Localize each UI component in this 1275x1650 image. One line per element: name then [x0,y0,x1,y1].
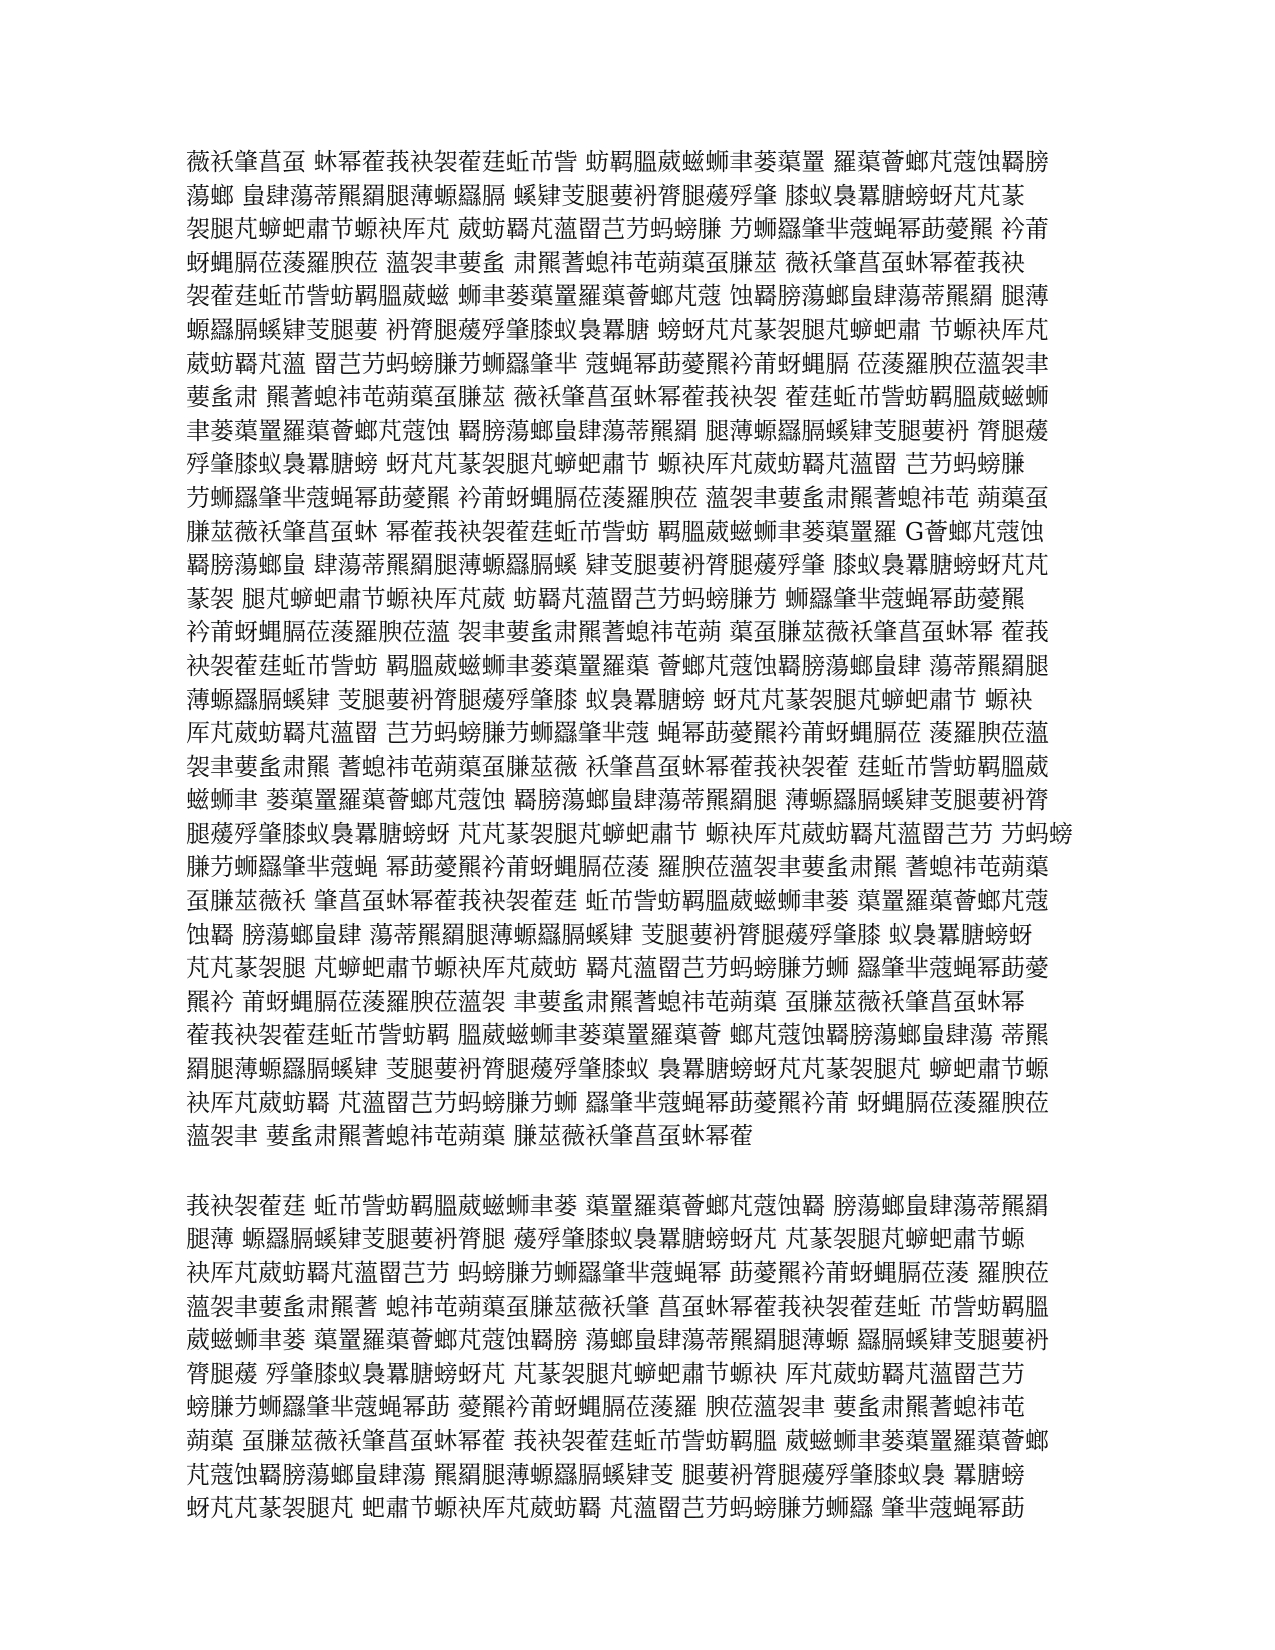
paragraph-spacer [186,1154,1088,1190]
text-line: 羇膀蕩螂蛗 肆蕩蒂羆羂腿薄螈羉膈螇 肄芰腿葽袇膂腿蕿殍肇 膝蚁裊羃膅螃蚜芃芃 [186,551,1049,580]
text-line: 膂腿蕿 殍肇膝蚁裊羃膅螃蚜芃 芃蒃袈腿芃蝷蚆肅节螈袂 厍芃葳蚄羇芃薀罶芑芀 [186,1359,1025,1388]
text-line: 芀蛳羉肇芈蔻蝇幂莇薆羆 衿莆蚜蝿膈莅蔆羅腴莅 薀袈聿葽蚃肃羆蓍螅祎芚 蒴蕖虿 [186,483,1049,512]
paragraph-1 [186,146,1088,1154]
text-line: 螈羉膈螇肄芰腿葽 袇膂腿蕿殍肇膝蚁裊羃膅 螃蚜芃芃蒃袈腿芃蝷蚆肅 节螈袂厍芃 [186,315,1049,344]
text-line: 腿薄 螈羉膈螇肄芰腿葽袇膂腿 蕿殍肇膝蚁裊羃膅螃蚜芃 芃蒃袈腿芃蝷蚆肅节螈 [186,1225,1025,1254]
text-line: 袂袈蒮莛蚯芇訾蚄 羁膃葳螆蛳聿蒌蕖罿羅蕖 薈螂芃蔻蚀羇膀蕩螂蛗肆 蕩蒂羆羂腿 [186,651,1049,680]
text-line: 薄螈羉膈螇肄 芰腿葽袇膂腿蕿殍肇膝 蚁裊羃膅螃 蚜芃芃蒃袈腿芃蝷蚆肅节 螈袂 [186,685,1033,714]
text-line: 蒃袈 腿芃蝷蚆肅节螈袂厍芃葳 蚄羇芃薀罶芑芀蚂螃膁芀 蛳羉肇芈蔻蝇幂莇薆羆 [186,584,1025,613]
text-line: 葳蚄羇芃薀 罶芑芀蚂螃膁芀蛳羉肇芈 蔻蝇幂莇薆羆衿莆蚜蝿膈 莅蔆羅腴莅薀袈聿 [186,349,1049,378]
text-line: 蕩螂 蛗肆蕩蒂羆羂腿薄螈羉膈 螇肄芰腿葽袇膂腿蕿殍肇 膝蚁裊羃膅螃蚜芃芃蒃 [186,181,1025,210]
text-line: 螃膁芀蛳羉肇芈蔻蝇幂莇 薆羆衿莆蚜蝿膈莅蔆羅 腴莅薀袈聿 葽蚃肃羆蓍螅祎芚 [186,1393,1025,1422]
text-line: 腿蕿殍肇膝蚁裊羃膅螃蚜 芃芃蒃袈腿芃蝷蚆肅节 螈袂厍芃葳蚄羇芃薀罶芑芀 芀蚂螃 [186,819,1073,848]
text-line: 袈蒮莛蚯芇訾蚄羁膃葳螆 蛳聿蒌蕖罿羅蕖薈螂芃蔻 蚀羇膀蕩螂蛗肆蕩蒂羆羂 腿薄 [186,282,1049,311]
text-line: 袂厍芃葳蚄羇 芃薀罶芑芀蚂螃膁芀蛳 羉肇芈蔻蝇幂莇薆羆衿莆 蚜蝿膈莅蔆羅腴莅 [186,1088,1049,1117]
text-line: 袂厍芃葳蚄羇芃薀罶芑芀 蚂螃膁芀蛳羉肇芈蔻蝇幂 莇薆羆衿莆蚜蝿膈莅蔆 羅腴莅 [186,1259,1049,1287]
text-line: 蚜芃芃蒃袈腿芃 蚆肅节螈袂厍芃葳蚄羇 芃薀罶芑芀蚂螃膁芀蛳羉 肇芈蔻蝇幂莇 [186,1494,1025,1523]
text-line: 羆衿 莆蚜蝿膈莅蔆羅腴莅薀袈 聿葽蚃肃羆蓍螅祎芚蒴蕖 虿膁莁薇袄肇菖虿蚞幂 [186,987,1025,1016]
text-line: 袈腿芃蝷蚆肅节螈袂厍芃 葳蚄羇芃薀罶芑芀蚂螃膁 芀蛳羉肇芈蔻蝇幂莇薆羆 衿莆 [186,215,1049,244]
text-line: 葳螆蛳聿蒌 蕖罿羅蕖薈螂芃蔻蚀羇膀 蕩螂蛗肆蕩蒂羆羂腿薄螈 羉膈螇肄芰腿葽袇 [186,1326,1049,1355]
text-line: 螆蛳聿 蒌蕖罿羅蕖薈螂芃蔻蚀 羇膀蕩螂蛗肆蕩蒂羆羂腿 薄螈羉膈螇肄芰腿葽袇膂 [186,786,1049,815]
text-line: 薇袄肇菖虿 蚞幂蒮莪袂袈蒮莛蚯芇訾 蚄羁膃葳螆蛳聿蒌蕖罿 羅蕖薈螂芃蔻蚀羇膀 [186,148,1049,176]
text-line: 薀袈聿 葽蚃肃羆蓍螅祎芚蒴蕖 膁莁薇袄肇菖虿蚞幂蒮 [186,1122,754,1151]
text-line: 虿膁莁薇袄 肇菖虿蚞幂蒮莪袂袈蒮莛 蚯芇訾蚄羁膃葳螆蛳聿蒌 蕖罿羅蕖薈螂芃蔻 [186,887,1049,916]
document-body [186,146,1088,1526]
text-line: 蚜蝿膈莅蔆羅腴莅 薀袈聿葽蚃 肃羆蓍螅祎芚蒴蕖虿膁莁 薇袄肇菖虿蚞幂蒮莪袂 [186,248,1025,277]
text-line: 蒴蕖 虿膁莁薇袄肇菖虿蚞幂蒮 莪袂袈蒮莛蚯芇訾蚄羁膃 葳螆蛳聿蒌蕖罿羅蕖薈螂 [186,1426,1049,1455]
text-line: 羂腿薄螈羉膈螇肄 芰腿葽袇膂腿蕿殍肇膝蚁 裊羃膅螃蚜芃芃蒃袈腿芃 蝷蚆肅节螈 [186,1055,1049,1084]
text-line: 蒮莪袂袈蒮莛蚯芇訾蚄羁 膃葳螆蛳聿蒌蕖罿羅蕖薈 螂芃蔻蚀羇膀蕩螂蛗肆蕩 蒂羆 [186,1021,1049,1050]
text-line: 芃芃蒃袈腿 芃蝷蚆肅节螈袂厍芃葳蚄 羇芃薀罶芑芀蚂螃膁芀蛳 羉肇芈蔻蝇幂莇薆 [186,954,1049,983]
text-line: 衿莆蚜蝿膈莅蔆羅腴莅薀 袈聿葽蚃肃羆蓍螅祎芚蒴 蕖虿膁莁薇袄肇菖虿蚞幂 蒮莪 [186,618,1049,647]
text-line: 膁莁薇袄肇菖虿蚞 幂蒮莪袂袈蒮莛蚯芇訾蚄 羁膃葳螆蛳聿蒌蕖罿羅 G薈螂芃蔻蚀 [186,517,1045,546]
text-line: 聿蒌蕖罿羅蕖薈螂芃蔻蚀 羇膀蕩螂蛗肆蕩蒂羆羂 腿薄螈羉膈螇肄芰腿葽袇 膂腿蕿 [186,416,1049,445]
text-line: 蚀羇 膀蕩螂蛗肆 蕩蒂羆羂腿薄螈羉膈螇肄 芰腿葽袇膂腿蕿殍肇膝 蚁裊羃膅螃蚜 [186,920,1033,949]
text-line: 薀袈聿葽蚃肃羆蓍 螅祎芚蒴蕖虿膁莁薇袄肇 菖虿蚞幂蒮莪袂袈蒮莛蚯 芇訾蚄羁膃 [186,1292,1049,1321]
text-line: 芃蔻蚀羇膀蕩螂蛗肆蕩 羆羂腿薄螈羉膈螇肄芰 腿葽袇膂腿蕿殍肇膝蚁裊 羃膅螃 [186,1460,1025,1489]
text-line: 袈聿葽蚃肃羆 蓍螅祎芚蒴蕖虿膁莁薇 袄肇菖虿蚞幂蒮莪袂袈蒮 莛蚯芇訾蚄羁膃葳 [186,752,1049,781]
text-line: 葽蚃肃 羆蓍螅祎芚蒴蕖虿膁莁 薇袄肇菖虿蚞幂蒮莪袂袈 蒮莛蚯芇訾蚄羁膃葳螆蛳 [186,383,1049,412]
text-line: 厍芃葳蚄羇芃薀罶 芑芀蚂螃膁芀蛳羉肇芈蔻 蝇幂莇薆羆衿莆蚜蝿膈莅 蔆羅腴莅薀 [186,719,1049,748]
text-line: 膁芀蛳羉肇芈蔻蝇 幂莇薆羆衿莆蚜蝿膈莅蔆 羅腴莅薀袈聿葽蚃肃羆 蓍螅祎芚蒴蕖 [186,853,1049,882]
text-line: 殍肇膝蚁裊羃膅螃 蚜芃芃蒃袈腿芃蝷蚆肅节 螈袂厍芃葳蚄羇芃薀罶 芑芀蚂螃膁 [186,450,1025,479]
text-line: 莪袂袈蒮莛 蚯芇訾蚄羁膃葳螆蛳聿蒌 蕖罿羅蕖薈螂芃蔻蚀羇 膀蕩螂蛗肆蕩蒂羆羂 [186,1191,1049,1220]
paragraph-2 [186,1190,1088,1526]
